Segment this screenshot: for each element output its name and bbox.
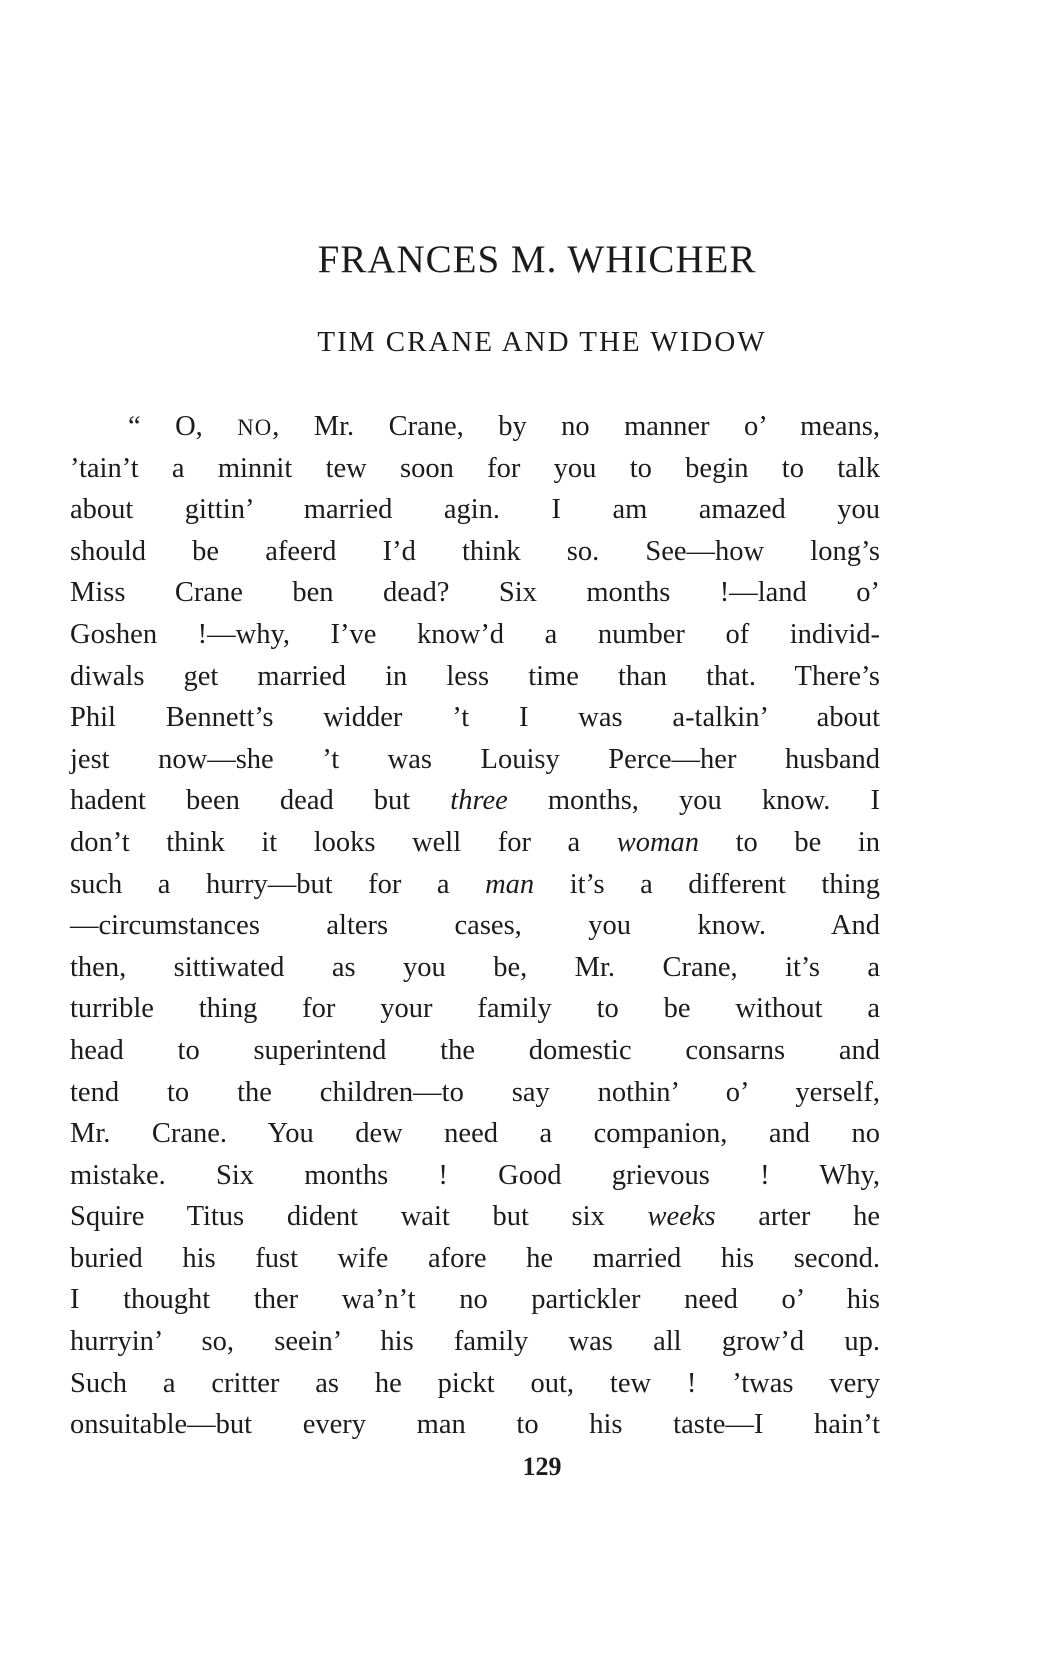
text-line [70, 739, 880, 781]
text-line [70, 1363, 880, 1405]
text-segment: hurryin’ so, seein’ his family was all grow’d up. [70, 1326, 880, 1358]
text-line [70, 1196, 880, 1238]
text-segment: then, sittiwated as you be, Mr. Crane, it’s a [70, 951, 880, 983]
italic-word: weeks [647, 1201, 716, 1233]
italic-word: man [485, 868, 535, 900]
text-segment: tend to the children—to say nothin’ o’ yerself, [70, 1076, 880, 1108]
text-segment: months, you know. I [507, 785, 880, 817]
text-line [70, 1113, 880, 1155]
text-line [70, 905, 880, 947]
text-line [70, 1238, 880, 1280]
italic-word: three [450, 785, 508, 817]
text-line [70, 947, 880, 989]
text-segment: NO [237, 415, 273, 440]
text-segment: head to superintend the domestic consarns and [70, 1034, 880, 1066]
text-line [70, 406, 880, 448]
text-line [70, 697, 880, 739]
text-segment: arter he [715, 1201, 880, 1233]
text-line [70, 1404, 880, 1446]
text-segment: “ O, [128, 411, 238, 442]
text-line [70, 1279, 880, 1321]
page-number: 129 [522, 1452, 562, 1481]
text-segment: it’s a different thing [534, 868, 880, 900]
text-segment: onsuitable—but every man to his taste—I hain’t [70, 1409, 880, 1441]
text-segment: don’t think it looks well for a [70, 826, 617, 858]
text-segment: turrible thing for your family to be without a [70, 993, 880, 1025]
text-segment: Such a critter as he pickt out, tew ! ’twas very [70, 1367, 880, 1399]
story-title: TIM CRANE AND THE WIDOW [317, 326, 767, 358]
text-line [70, 656, 880, 698]
italic-word: woman [616, 826, 700, 858]
text-segment: ’tain’t a minnit tew soon for you to begin to talk [70, 452, 880, 484]
text-segment: jest now—she ’t was Louisy Perce—her husband [70, 743, 880, 775]
text-line [70, 572, 880, 614]
text-line [70, 1072, 880, 1114]
text-segment: about gittin’ married agin. I am amazed you [70, 494, 880, 526]
text-line [70, 780, 880, 822]
text-segment: Miss Crane ben dead? Six months !—land o’ [70, 577, 880, 609]
text-segment: hadent been dead but [70, 785, 451, 817]
text-line [70, 1030, 880, 1072]
text-segment: Goshen !—why, I’ve know’d a number of individ- [70, 618, 880, 650]
text-line [70, 614, 880, 656]
text-segment: —circumstances alters cases, you know. And [70, 910, 880, 942]
text-line [70, 988, 880, 1030]
text-segment: Mr. Crane. You dew need a companion, and no [70, 1118, 880, 1150]
author-heading: FRANCES M. WHICHER [317, 238, 757, 281]
text-segment: such a hurry—but for a [70, 868, 486, 900]
text-line [70, 1321, 880, 1363]
text-segment: diwals get married in less time than that. There’s [70, 660, 880, 692]
text-segment: should be afeerd I’d think so. See—how long’s [70, 535, 880, 567]
text-segment: Squire Titus dident wait but six [70, 1201, 648, 1233]
text-line [70, 822, 880, 864]
text-line [70, 531, 880, 573]
text-segment: Phil Bennett’s widder ’t I was a-talkin’ about [70, 702, 880, 734]
text-segment: buried his fust wife afore he married his second. [70, 1242, 880, 1274]
text-line [70, 489, 880, 531]
text-line [70, 448, 880, 490]
body-text [70, 406, 880, 1446]
text-segment: to be in [699, 826, 880, 858]
text-segment: , Mr. Crane, by no manner o’ means, [272, 411, 880, 442]
text-segment: mistake. Six months ! Good grievous ! Why, [70, 1159, 880, 1191]
text-line [70, 1155, 880, 1197]
text-segment: I thought ther wa’n’t no partickler need o’ his [70, 1284, 880, 1316]
text-line [70, 864, 880, 906]
